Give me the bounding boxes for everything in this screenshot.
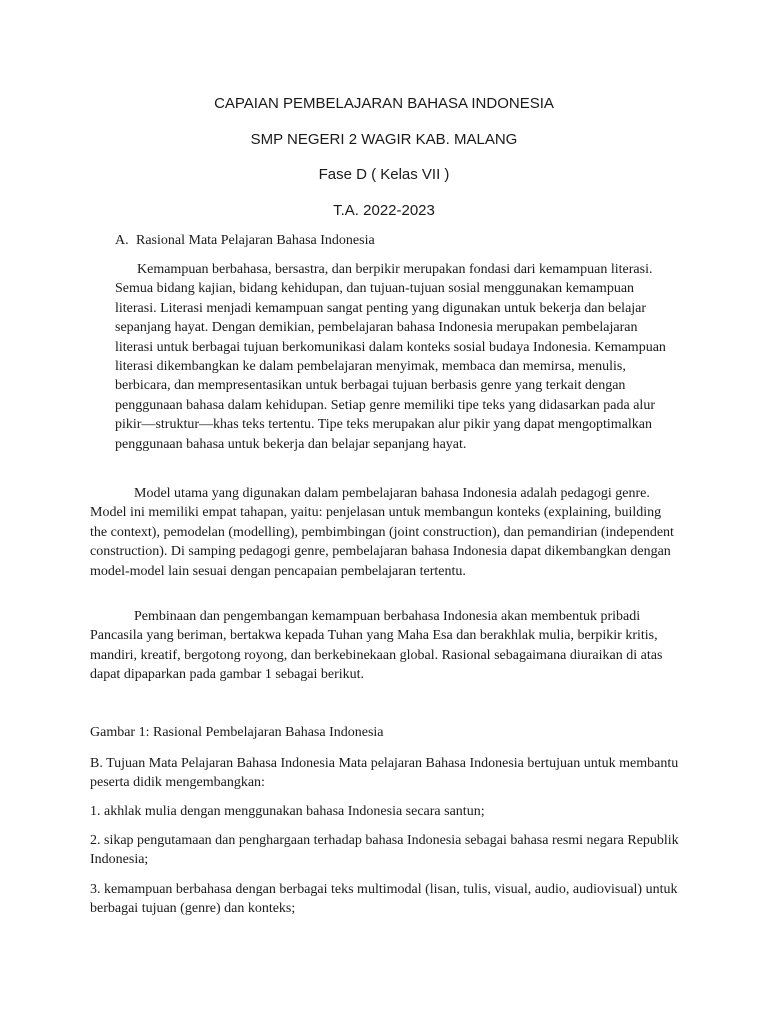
school-name: SMP NEGERI 2 WAGIR KAB. MALANG: [250, 131, 518, 148]
list-item: 2. sikap pengutamaan dan penghargaan terhadap bahasa Indonesia sebagai bahasa resmi negara Republik Indonesia;: [90, 833, 679, 868]
figure-caption: Gambar 1: Rasional Pembelajaran Bahasa Indonesia: [90, 725, 384, 740]
section-a-letter: A.: [115, 233, 129, 248]
list-item: 3. kemampuan berbahasa dengan berbagai teks multimodal (lisan, tulis, visual, audio, audiovisual) untuk berbagai tujuan (genre) dan konteks;: [90, 882, 678, 917]
section-a-heading: [115, 231, 675, 250]
document-title: CAPAIAN PEMBELAJARAN BAHASA INDONESIA: [214, 95, 554, 112]
paragraph-pancasila: Pembinaan dan pengembangan kemampuan berbahasa Indonesia akan membentuk pribadi Pancasila yang beriman, bertakwa kepada Tuhan yang Maha Esa dan berakhlak mulia, berpikir kritis, mandiri, kreatif, bergotong royong, dan berkebinekaan global. Rasional sebagaimana diuraikan di atas dapat dipaparkan pada gambar 1 sebagai berikut.: [90, 609, 663, 683]
list-item: 1. akhlak mulia dengan menggunakan bahasa Indonesia secara santun;: [90, 804, 485, 819]
paragraph-pedagogy: Model utama yang digunakan dalam pembelajaran bahasa Indonesia adalah pedagogi genre. Model ini memiliki empat tahapan, yaitu: penjelasan untuk membangun konteks (explaining, building the context), pemodelan (modelling), pembimbingan (joint construction), dan pemandirian (independent construction). Di samping pedagogi genre, pembelajaran bahasa Indonesia dapat dikembangkan dengan model-model lain sesuai dengan pencapaian pembelajaran tertentu.: [90, 486, 674, 579]
phase-label: Fase D ( Kelas VII ): [318, 166, 450, 183]
section-a-title: Rasional Mata Pelajaran Bahasa Indonesia: [136, 233, 375, 248]
paragraph-literacy: Kemampuan berbahasa, bersastra, dan berpikir merupakan fondasi dari kemampuan literasi. Semua bidang kajian, bidang kehidupan, dan tujuan-tujuan sosial menggunakan kemampuan literasi. Literasi menjadi kemampuan sangat penting yang digunakan untuk bekerja dan belajar sepanjang hayat. Dengan demikian, pembelajaran bahasa Indonesia merupakan pembelajaran literasi untuk berbagai tujuan berkomunikasi dalam konteks sosial budaya Indonesia. Kemampuan literasi dikembangkan ke dalam pembelajaran menyimak, membaca dan memirsa, menulis, berbicara, dan mempresentasikan untuk berbagai tujuan berbasis genre yang terkait dengan penggunaan bahasa dalam kehidupan. Setiap genre memiliki tipe teks yang didasarkan pada alur pikir—struktur—khas teks tertentu. Tipe teks merupakan alur pikir yang dapat mengoptimalkan penggunaan bahasa untuk bekerja dan belajar sepanjang hayat.: [115, 262, 666, 452]
section-b-intro: B. Tujuan Mata Pelajaran Bahasa Indonesia Mata pelajaran Bahasa Indonesia bertujuan untuk membantu peserta didik mengembangkan:: [90, 756, 679, 791]
academic-year: T.A. 2022-2023: [333, 202, 435, 219]
